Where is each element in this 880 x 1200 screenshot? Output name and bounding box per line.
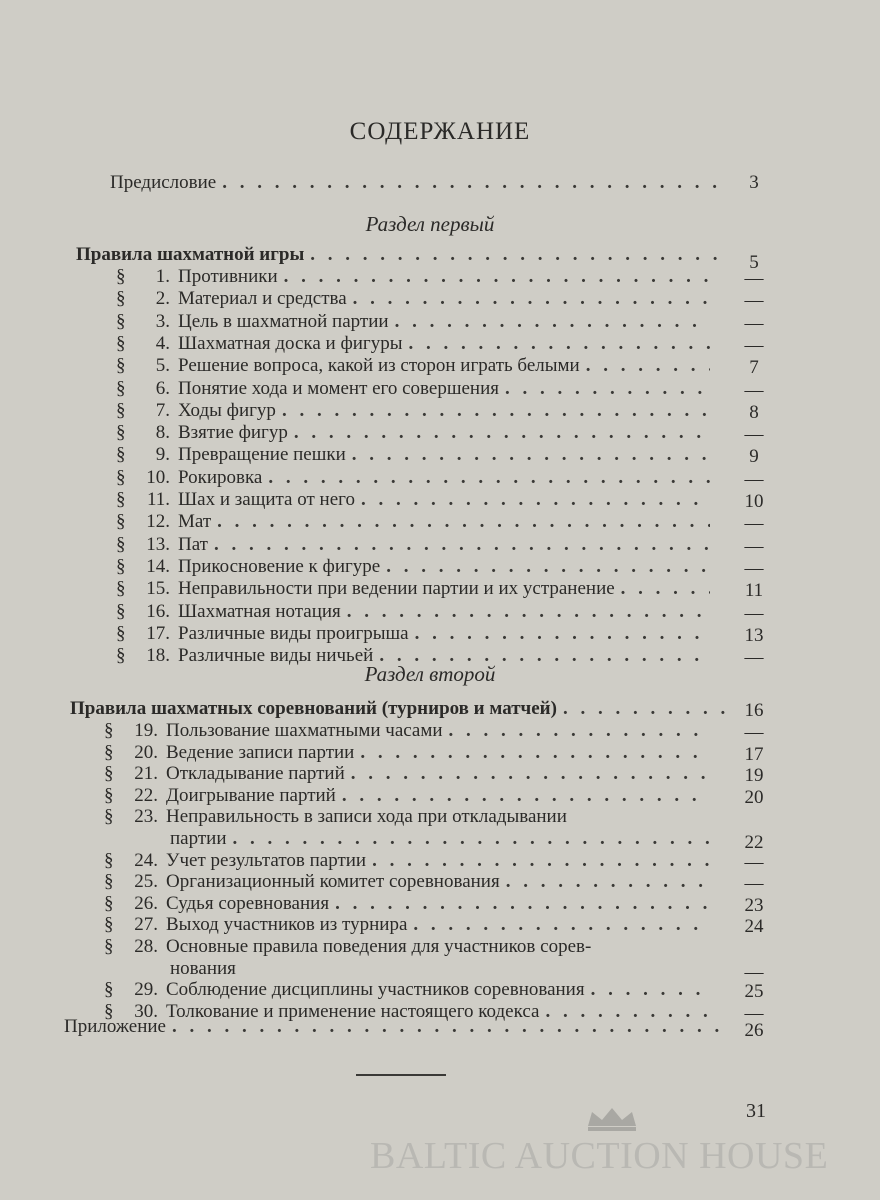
section-sign: § <box>116 622 126 644</box>
leader-dots <box>351 763 710 785</box>
toc-item-number: 15. <box>146 578 170 600</box>
toc-page-number: 26 <box>744 1020 764 1041</box>
leader-dots <box>310 244 724 266</box>
toc-row-appendix <box>64 1016 730 1038</box>
leader-dots <box>386 556 710 578</box>
toc-label: Шах и защита от него <box>178 489 355 510</box>
leader-dots <box>372 850 710 872</box>
toc-label: Неправильность в записи хода при откладывании <box>166 806 567 828</box>
toc-row-chapter-1 <box>76 244 730 266</box>
toc-item-number: 17. <box>146 622 170 644</box>
leader-dots <box>282 400 710 422</box>
toc-item-number: 16. <box>146 600 170 622</box>
toc-label: Организационный комитет соревнования <box>166 871 500 893</box>
leader-dots <box>413 914 710 936</box>
section-sign: § <box>104 979 114 1001</box>
toc-item-number: 23. <box>134 806 158 828</box>
leader-dots <box>505 378 710 400</box>
toc-label: Ходы фигур <box>178 399 276 421</box>
toc-page-number: — <box>744 557 764 579</box>
toc-row-item <box>104 850 716 872</box>
toc-item-number: 26. <box>134 892 158 914</box>
toc-row-item <box>116 422 716 444</box>
toc-row-item <box>104 936 716 958</box>
toc-label: Взятие фигур <box>178 422 288 444</box>
toc-label: Судья соревнования <box>166 892 330 914</box>
leader-dots <box>347 601 710 623</box>
section-sign: § <box>116 288 126 310</box>
toc-row-item <box>116 378 716 400</box>
section-sign: § <box>116 266 126 287</box>
section-sign: § <box>116 555 126 577</box>
toc-row-item <box>116 623 716 645</box>
toc-label: Учет результатов партии <box>166 849 367 871</box>
toc-row-continuation <box>170 958 716 980</box>
toc-row-item <box>104 893 716 915</box>
toc-label: Шахматная доска и фигуры <box>178 332 403 354</box>
toc-row-item <box>116 578 716 600</box>
toc-label: Правила шахматной игры <box>76 244 305 265</box>
leader-dots <box>563 698 728 720</box>
toc-item-number: 5. <box>155 355 170 377</box>
toc-row-item <box>104 871 716 893</box>
toc-page-number: 25 <box>744 981 764 1003</box>
toc-label: Толкование и применение настоящего кодекса <box>166 1000 540 1022</box>
toc-item-number: 4. <box>155 332 170 354</box>
toc-item-number: 24. <box>134 849 158 871</box>
toc-item-number: 3. <box>155 310 170 332</box>
leader-dots <box>506 871 710 893</box>
toc-label: Цель в шахматной партии <box>178 310 389 332</box>
toc-label: Выход участников из турнира <box>166 914 408 936</box>
leader-dots <box>408 333 710 355</box>
toc-label-continuation: партии <box>170 828 227 849</box>
toc-label: Различные виды проигрыша <box>178 622 409 644</box>
toc-page-number: 11 <box>744 580 764 602</box>
toc-page-number: — <box>744 1002 764 1024</box>
leader-dots <box>621 578 710 600</box>
toc-page-number: — <box>744 424 764 446</box>
toc-item-number: 30. <box>134 1000 158 1022</box>
section-sign: § <box>104 763 114 785</box>
toc-page-number: 20 <box>744 786 764 808</box>
toc-item-number: 21. <box>134 763 158 785</box>
section-heading-part1: Раздел первый <box>365 212 495 236</box>
section-heading-part2: Раздел второй <box>364 662 496 686</box>
toc-page-number: — <box>744 334 764 356</box>
toc-row-item <box>104 742 716 764</box>
toc-row-item <box>116 534 716 556</box>
toc-page-number: — <box>744 379 764 401</box>
toc-label-continuation: нования <box>170 957 236 979</box>
toc-item-number: 9. <box>155 444 170 466</box>
leader-dots <box>361 489 710 511</box>
toc-item-number: 27. <box>134 914 158 936</box>
folio-page-number: 31 <box>746 1100 766 1122</box>
toc-label: Противники <box>178 266 278 287</box>
toc-page-number: — <box>744 873 764 895</box>
leader-dots <box>591 979 710 1001</box>
toc-item-number: 14. <box>146 555 170 577</box>
section-sign: § <box>116 578 126 600</box>
leader-dots <box>342 785 710 807</box>
toc-page-number: 16 <box>744 700 764 721</box>
toc-row-item <box>116 601 716 623</box>
toc-row-item <box>104 914 716 936</box>
toc-row-item <box>116 400 716 422</box>
crown-icon <box>584 1104 640 1132</box>
toc-item-number: 12. <box>146 511 170 533</box>
toc-row-item <box>116 355 716 377</box>
toc-item-number: 19. <box>134 720 158 741</box>
toc-label: Мат <box>178 511 212 533</box>
toc-page-number: — <box>744 722 764 743</box>
section-sign: § <box>116 422 126 444</box>
toc-page-number: 24 <box>744 916 764 938</box>
section-sign: § <box>104 849 114 871</box>
toc-label: Решение вопроса, какой из сторон играть белыми <box>178 355 580 377</box>
section-sign: § <box>116 466 126 488</box>
section-sign: § <box>116 489 126 510</box>
section-sign: § <box>104 1000 114 1022</box>
toc-item-number: 2. <box>155 288 170 310</box>
toc-label: Ведение записи партии <box>166 741 355 763</box>
toc-row-item <box>104 979 716 1001</box>
toc-label: Различные виды ничьей <box>178 645 374 667</box>
toc-page-number: 3 <box>749 172 759 193</box>
toc-page-number: — <box>744 312 764 334</box>
toc-item-number: 20. <box>134 741 158 763</box>
toc-page-number: — <box>744 961 764 983</box>
section-sign: § <box>104 914 114 936</box>
toc-label: Пользование шахматными часами <box>166 720 443 741</box>
section-sign: § <box>104 784 114 806</box>
leader-dots <box>268 467 710 489</box>
toc-page-number: 10 <box>744 491 764 512</box>
toc-row-item <box>116 489 716 511</box>
toc-item-number: 29. <box>134 979 158 1001</box>
leader-dots <box>217 511 710 533</box>
page-title: СОДЕРЖАНИЕ <box>349 118 531 145</box>
section-sign: § <box>116 444 126 466</box>
toc-item-number: 28. <box>134 936 158 957</box>
section-sign: § <box>116 645 126 667</box>
end-rule <box>356 1074 446 1076</box>
toc-page-number: 13 <box>744 624 764 646</box>
toc-row-item <box>104 763 716 785</box>
leader-dots <box>353 288 710 310</box>
toc-item-number: 7. <box>155 399 170 421</box>
toc-label: Приложение <box>64 1016 166 1037</box>
section-sign: § <box>116 377 126 399</box>
toc-row-item <box>116 266 716 288</box>
toc-label: Основные правила поведения для участников сорев- <box>166 936 592 957</box>
toc-page-number: — <box>744 647 764 669</box>
leader-dots <box>214 534 710 556</box>
toc-row-item <box>116 556 716 578</box>
leader-dots <box>586 355 710 377</box>
toc-item-number: 8. <box>155 422 170 444</box>
toc-item-number: 1. <box>155 266 170 287</box>
toc-row-item <box>104 785 716 807</box>
leader-dots <box>233 828 711 850</box>
section-sign: § <box>104 892 114 914</box>
toc-label: Превращение пешки <box>178 444 346 466</box>
section-sign: § <box>104 806 114 828</box>
leader-dots <box>352 444 710 466</box>
section-sign: § <box>116 600 126 622</box>
toc-page-number: 23 <box>744 894 764 916</box>
toc-row-continuation <box>170 828 716 850</box>
leader-dots <box>395 311 710 333</box>
watermark: BALTIC AUCTION HOUSE <box>370 1135 829 1177</box>
toc-page-number: — <box>744 468 764 490</box>
toc-page-number: — <box>744 535 764 557</box>
toc-row-item <box>116 467 716 489</box>
leader-dots <box>449 720 710 742</box>
section-sign: § <box>116 399 126 421</box>
toc-row-item <box>104 720 716 742</box>
section-sign: § <box>116 332 126 354</box>
toc-item-number: 13. <box>146 533 170 555</box>
section-sign: § <box>116 310 126 332</box>
toc-row-item <box>116 511 716 533</box>
toc-page-number: 22 <box>744 832 764 853</box>
toc-row-item <box>116 311 716 333</box>
toc-label: Правила шахматных соревнований (турниров и матчей) <box>70 698 557 719</box>
toc-item-number: 11. <box>146 489 170 510</box>
toc-page-number: 8 <box>749 401 759 423</box>
toc-page-number: — <box>744 513 764 535</box>
toc-row-chapter-2 <box>70 698 734 720</box>
section-sign: § <box>116 533 126 555</box>
leader-dots <box>335 893 710 915</box>
toc-row-preface <box>110 172 730 194</box>
toc-row-item <box>116 333 716 355</box>
toc-page-number: — <box>744 602 764 624</box>
leader-dots <box>294 422 710 444</box>
toc-item-number: 6. <box>155 377 170 399</box>
toc-row-item <box>104 806 716 828</box>
toc-label: Откладывание партий <box>166 763 345 785</box>
toc-label: Рокировка <box>178 466 263 488</box>
section-sign: § <box>104 720 114 741</box>
toc-row-item <box>116 444 716 466</box>
toc-page-number: — <box>744 268 764 289</box>
toc-label: Прикосновение к фигуре <box>178 555 381 577</box>
toc-page-number: 7 <box>749 357 759 379</box>
toc-item-number: 18. <box>146 645 170 667</box>
toc-item-number: 10. <box>146 466 170 488</box>
toc-label: Доигрывание партий <box>166 784 336 806</box>
toc-page-number: 17 <box>744 743 764 765</box>
toc-label: Понятие хода и момент его совершения <box>178 377 499 399</box>
toc-label: Шахматная нотация <box>178 600 341 622</box>
leader-dots <box>360 742 710 764</box>
toc-label: Неправильности при ведении партии и их устранение <box>178 578 615 600</box>
leader-dots <box>222 172 724 194</box>
leader-dots <box>172 1016 724 1038</box>
toc-label: Соблюдение дисциплины участников соревнования <box>166 979 585 1001</box>
toc-page-number: 5 <box>749 252 759 273</box>
toc-page-number: — <box>744 851 764 873</box>
toc-label: Материал и средства <box>178 288 347 310</box>
leader-dots <box>284 266 710 288</box>
section-sign: § <box>116 511 126 533</box>
section-sign: § <box>104 936 114 957</box>
leader-dots <box>415 623 710 645</box>
toc-row-item <box>116 288 716 310</box>
toc-label: Пат <box>178 533 208 555</box>
toc-page-number: — <box>744 290 764 312</box>
toc-page-number: 9 <box>749 446 759 468</box>
toc-label: Предисловие <box>110 172 217 193</box>
toc-item-number: 25. <box>134 871 158 893</box>
section-sign: § <box>104 741 114 763</box>
toc-page-number: 19 <box>744 765 764 787</box>
section-sign: § <box>116 355 126 377</box>
toc-item-number: 22. <box>134 784 158 806</box>
section-sign: § <box>104 871 114 893</box>
